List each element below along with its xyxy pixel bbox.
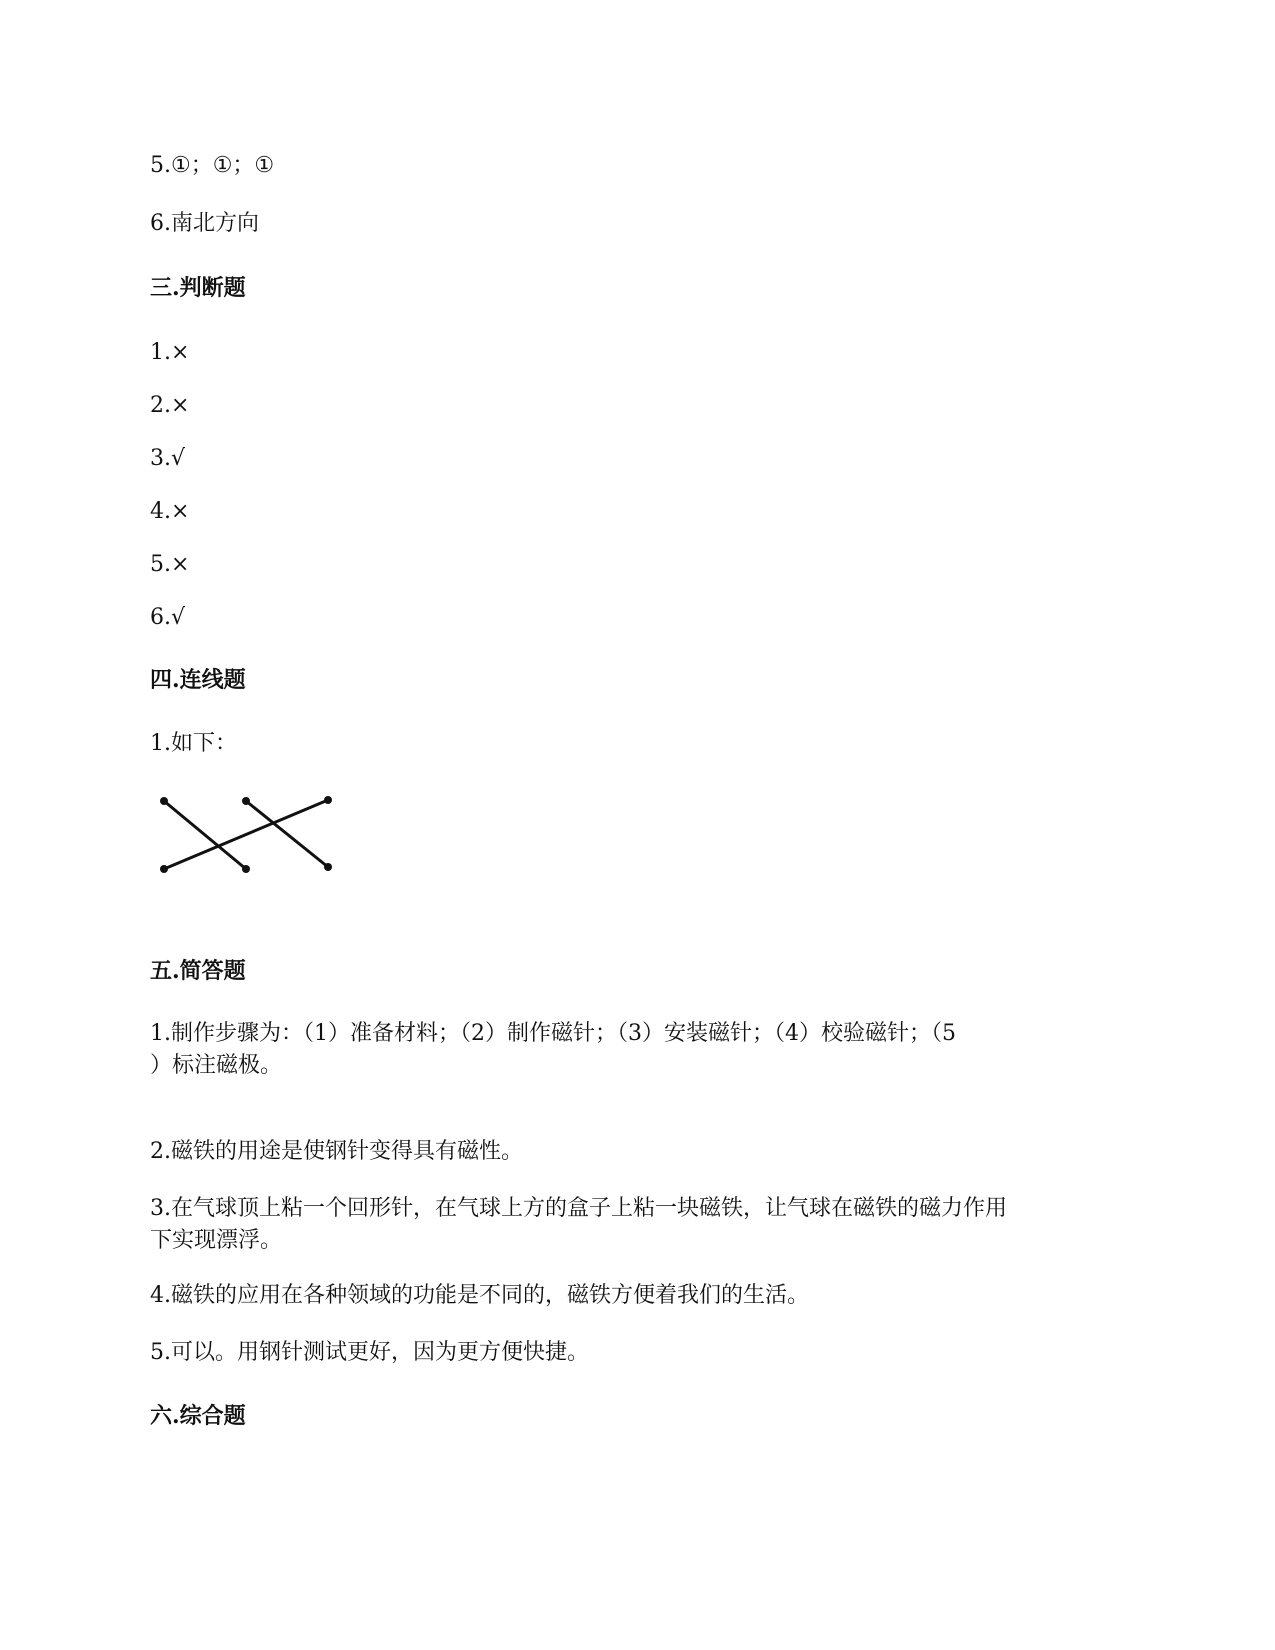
tf-answer-5: 5.× — [150, 552, 190, 577]
match-dot-top-middle — [242, 797, 250, 805]
section-heading-matching: 四.连线题 — [150, 667, 246, 693]
short-answer-5: 5.可以。用钢针测试更好，因为更方便快捷。 — [150, 1340, 589, 1365]
matching-lines-diagram — [150, 795, 340, 885]
short-answer-1-line-2: ）标注磁极。 — [150, 1053, 283, 1078]
match-dot-bottom-right — [324, 863, 332, 871]
short-answer-3 — [150, 1193, 1130, 1257]
answer-fill-6: 6.南北方向 — [150, 211, 259, 236]
tf-answer-4: 4.× — [150, 499, 190, 524]
match-dot-top-left — [160, 797, 168, 805]
short-answer-3-line-1: 3.在气球顶上粘一个回形针，在气球上方的盒子上粘一块磁铁，让气球在磁铁的磁力作用 — [150, 1196, 1007, 1221]
short-answer-1-line-1: 1.制作步骤为：（1）准备材料；（2）制作磁针；（3）安装磁针；（4）校验磁针；（5 — [150, 1021, 956, 1046]
short-answer-1 — [150, 1018, 1130, 1082]
section-heading-short-answer: 五.简答题 — [150, 958, 246, 984]
tf-answer-6: 6.√ — [150, 605, 186, 630]
match-line-3 — [164, 800, 328, 869]
tf-answer-2: 2.× — [150, 393, 190, 418]
short-answer-2: 2.磁铁的用途是使钢针变得具有磁性。 — [150, 1139, 523, 1164]
answer-fill-5: 5.①；①；① — [150, 153, 275, 178]
match-dot-top-right — [324, 796, 332, 804]
match-dot-bottom-middle — [242, 865, 250, 873]
section-heading-true-false: 三.判断题 — [150, 275, 246, 301]
match-line-1 — [164, 801, 246, 869]
matching-intro: 1.如下： — [150, 731, 237, 756]
section-heading-comprehensive: 六.综合题 — [150, 1403, 246, 1429]
short-answer-4: 4.磁铁的应用在各种领域的功能是不同的，磁铁方便着我们的生活。 — [150, 1283, 809, 1308]
tf-answer-3: 3.√ — [150, 446, 186, 471]
short-answer-3-line-2: 下实现漂浮。 — [150, 1228, 283, 1253]
match-dot-bottom-left — [160, 865, 168, 873]
tf-answer-1: 1.× — [150, 340, 190, 365]
match-line-2 — [246, 801, 328, 867]
